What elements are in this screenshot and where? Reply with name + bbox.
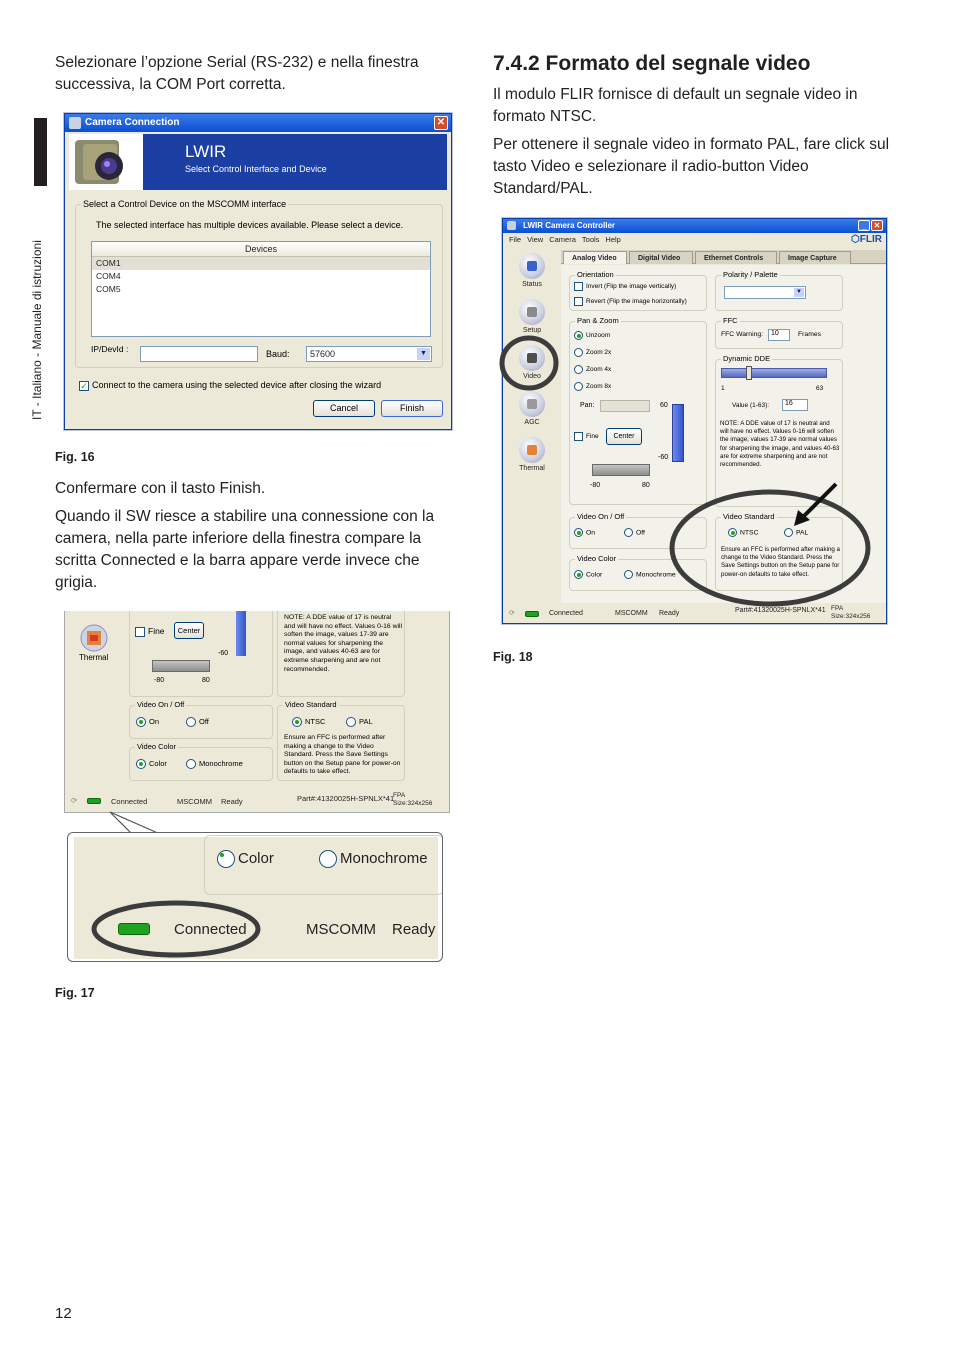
color-radio[interactable]	[136, 759, 146, 769]
video-onoff-title: Video On / Off	[137, 700, 185, 709]
palette-select[interactable]	[724, 286, 806, 299]
camera-connection-dialog	[64, 113, 452, 430]
color-row[interactable]	[574, 570, 602, 579]
section-heading: 7.4.2 Formato del segnale video	[493, 52, 811, 75]
unzoom-radio[interactable]	[574, 331, 583, 340]
video-on-row[interactable]	[136, 717, 159, 727]
connection-led	[87, 798, 101, 804]
zoom-mono-label: Monochrome	[340, 850, 428, 867]
status-part: Part#:41320025H-SPNLX*41	[735, 607, 826, 614]
vertical-slider[interactable]	[672, 404, 684, 462]
tab-digital-video[interactable]: Digital Video	[629, 251, 693, 264]
ffc-groupbox	[715, 316, 843, 349]
video-off-row[interactable]	[624, 528, 645, 537]
status-icon	[519, 253, 545, 279]
video-standard-title: Video Standard	[285, 700, 337, 709]
ntsc-label: NTSC	[740, 529, 759, 537]
device-message: The selected interface has multiple devices available. Please select a device.	[96, 220, 404, 230]
status-size: Size:324x256	[393, 800, 433, 807]
tab-ethernet-controls[interactable]: Ethernet Controls	[695, 251, 777, 264]
polarity-title: Polarity / Palette	[723, 270, 778, 279]
horizontal-slider[interactable]	[592, 464, 650, 476]
val-60: -60	[218, 650, 229, 657]
color-label: Color	[149, 759, 167, 768]
thermal-icon	[79, 623, 109, 653]
dde-value-input[interactable]: 16	[782, 399, 808, 411]
zoom4-label: Zoom 4x	[586, 366, 612, 374]
zoom8-radio[interactable]	[574, 382, 583, 391]
zoom-mono-radio[interactable]	[319, 850, 337, 868]
revert-label: Revert (Flip the image horizontally)	[586, 298, 687, 306]
ipdevid-input[interactable]	[140, 346, 258, 362]
video-on-radio[interactable]	[574, 528, 583, 537]
mono-radio[interactable]	[186, 759, 196, 769]
fig18-caption: Fig. 18	[493, 650, 533, 664]
ipdevid-label: IP/DevId :	[91, 344, 129, 354]
page-number: 12	[55, 1305, 72, 1322]
status-mscomm: MSCOMM	[615, 610, 648, 617]
pal-row[interactable]	[346, 717, 373, 727]
status-fpa: FPA	[831, 605, 844, 612]
zoom-mscomm: MSCOMM	[306, 921, 376, 938]
connected-highlight-circle	[90, 898, 265, 960]
mono-row[interactable]	[186, 759, 243, 769]
sidebar-label-setup: Setup	[522, 327, 542, 334]
zoom4-row[interactable]	[574, 365, 611, 374]
standard-note: Ensure an FFC is performed after making a change to the Video Standard. Press the Save Settings button on the Setup pane for power-on defaults to take effect.	[721, 546, 840, 578]
sidebar-item-setup[interactable]	[507, 297, 557, 339]
menu-bar	[503, 233, 886, 247]
video-color-groupbox	[129, 742, 273, 781]
val-60-top: 60	[660, 402, 668, 409]
menu-view[interactable]: View	[527, 235, 544, 244]
status-size: Size:324x256	[831, 613, 871, 620]
video-on-label: On	[586, 529, 596, 537]
val-80-min: -80	[590, 482, 601, 489]
cancel-button[interactable]: Cancel	[313, 400, 375, 417]
ntsc-row[interactable]	[292, 717, 325, 727]
setup-icon	[519, 299, 545, 325]
color-row[interactable]	[136, 759, 167, 769]
device-row-com4[interactable]: COM4	[96, 271, 121, 281]
status-part: Part#:41320025H-SPNLX*41	[297, 794, 395, 803]
zoom-color-radio[interactable]	[217, 850, 235, 868]
mono-label: Monochrome	[199, 759, 243, 768]
right-paragraph-2: Per ottenere il segnale video in formato PAL, fare click sul tasto Video e selezionare il radio-button Video Standard/PAL.	[493, 136, 890, 197]
confirm-paragraph: Confermare con il tasto Finish.	[55, 480, 266, 497]
pan-field[interactable]	[600, 400, 650, 412]
video-on-row[interactable]	[574, 528, 595, 537]
revert-row[interactable]	[574, 297, 687, 306]
dialog-titlebar	[65, 114, 451, 132]
baud-label: Baud:	[266, 349, 290, 359]
dde-slider[interactable]	[721, 368, 827, 378]
minimize-button[interactable]: _	[858, 220, 870, 231]
sidebar-label-video: Video	[523, 373, 541, 380]
flir-logo-text: FLIR	[859, 234, 882, 245]
orientation-title: Orientation	[577, 270, 614, 279]
fine-label: Fine	[586, 433, 599, 441]
zoom8-label: Zoom 8x	[586, 383, 612, 391]
zoom2-label: Zoom 2x	[586, 349, 612, 357]
mono-label: Monochrome	[636, 571, 676, 579]
val-80-max: 80	[642, 482, 650, 489]
standard-note: Ensure an FFC is performed after making a change to the Video Standard. Press the Save Settings button on the Setup pane for power-on defaults to take effect.	[284, 734, 401, 776]
tab-bar	[561, 250, 886, 264]
fig17-caption: Fig. 17	[55, 986, 95, 1000]
video-standard-highlight	[668, 478, 878, 608]
controller-title: LWIR Camera Controller	[523, 221, 616, 230]
menu-help[interactable]: Help	[605, 235, 621, 244]
unzoom-row[interactable]	[574, 331, 610, 340]
video-color-title: Video Color	[137, 742, 177, 751]
status-fpa: FPA	[393, 792, 406, 799]
agc-icon-glyph	[527, 399, 537, 409]
dialog-title: Camera Connection	[85, 117, 180, 128]
thermal-label: Thermal	[79, 653, 109, 662]
orientation-groupbox	[569, 270, 707, 311]
connection-led	[525, 611, 539, 617]
zoom4-radio[interactable]	[574, 365, 583, 374]
pal-label: PAL	[796, 529, 809, 537]
intro-paragraph: Selezionare l’opzione Serial (RS-232) e nella finestra successiva, la COM Port corretta.	[55, 54, 419, 93]
agc-icon	[519, 391, 545, 417]
zoom-color-label: Color	[238, 850, 274, 867]
controller-titlebar	[503, 219, 886, 233]
side-tab-marker	[34, 118, 47, 186]
status-connected: Connected	[549, 610, 583, 617]
dde-max: 63	[816, 385, 824, 392]
fine-checkbox[interactable]	[135, 627, 145, 637]
ffc-warning-input[interactable]: 10	[768, 329, 790, 341]
menu-camera[interactable]: Camera	[549, 235, 576, 244]
zoom-color-row[interactable]	[217, 850, 274, 868]
close-button[interactable]: ✕	[871, 220, 883, 231]
thermal-icon-glyph	[527, 445, 537, 455]
video-button-highlight-circle	[498, 334, 562, 392]
invert-checkbox[interactable]	[574, 282, 583, 291]
horizontal-slider[interactable]	[152, 660, 210, 672]
zoom-connected: Connected	[174, 921, 247, 938]
zoom-color-groupbox	[204, 835, 443, 895]
camera-icon	[69, 134, 141, 190]
sidebar-label-status: Status	[522, 281, 542, 288]
zoom2-row[interactable]	[574, 348, 611, 357]
video-color-title: Video Color	[577, 554, 617, 563]
tab-analog-video[interactable]: Analog Video	[563, 251, 627, 264]
video-standard-groupbox	[277, 700, 405, 781]
panzoom-groupbox	[129, 611, 273, 697]
video-off-radio[interactable]	[624, 528, 633, 537]
tab-image-capture[interactable]: Image Capture	[779, 251, 851, 264]
devices-list[interactable]	[91, 241, 431, 337]
fine-row[interactable]	[574, 432, 599, 441]
menu-tools[interactable]: Tools	[581, 235, 600, 244]
connect-checkbox-label: Connect to the camera using the selected device after closing the wizard	[92, 380, 382, 390]
zoom8-row[interactable]	[574, 382, 611, 391]
frames-label: Frames	[798, 331, 822, 338]
video-off-row[interactable]	[186, 717, 209, 727]
mono-radio[interactable]	[624, 570, 633, 579]
ffc-warning-label: FFC Warning:	[721, 331, 764, 338]
video-onoff-title: Video On / Off	[577, 512, 625, 521]
fine-row[interactable]	[135, 626, 165, 637]
setup-icon-glyph	[527, 307, 537, 317]
dde-note: NOTE: A DDE value of 17 is neutral and will have no effect. Values 0-16 will soften the image, values 17-39 are normal values for sharpening the image, and values 40-63 are for extreme sharpening and are not recommended.	[720, 420, 840, 469]
groupbox-title: Select a Control Device on the MSCOMM interface	[83, 199, 287, 209]
revert-checkbox[interactable]	[574, 297, 583, 306]
ntsc-label: NTSC	[305, 717, 326, 726]
right-paragraph-1: Il modulo FLIR fornisce di default un segnale video in formato NTSC.	[493, 86, 858, 125]
baud-select[interactable]	[306, 346, 432, 362]
thermal-icon	[519, 437, 545, 463]
banner-subtitle: Select Control Interface and Device	[185, 164, 327, 174]
ffc-title: FFC	[723, 316, 738, 325]
status-icon-glyph	[527, 261, 537, 271]
close-button[interactable]: ✕	[434, 116, 448, 130]
panzoom-title: Pan & Zoom	[577, 316, 619, 325]
devices-rows	[92, 257, 430, 296]
video-off-radio[interactable]	[186, 717, 196, 727]
ntsc-radio[interactable]	[292, 717, 302, 727]
dde-note: NOTE: A DDE value of 17 is neutral and will have no effect. Values 0-16 will soften the image, values 17-39 are normal values for sharpening the image, and values 40-63 are for extreme sharpening and are not recommended.	[284, 614, 403, 673]
status-mscomm: MSCOMM	[177, 797, 212, 806]
menu-file[interactable]: File	[509, 235, 522, 244]
zoom2-radio[interactable]	[574, 348, 583, 357]
video-off-label: Off	[199, 717, 209, 726]
refresh-icon: ⟳	[509, 610, 515, 617]
chevron-down-icon[interactable]: ▼	[794, 288, 804, 297]
banner-title: LWIR	[185, 142, 227, 161]
fig16-caption: Fig. 16	[55, 450, 95, 464]
pal-label: PAL	[359, 717, 373, 726]
flir-logo: ⬡FLIR	[851, 234, 882, 245]
vertical-slider[interactable]	[236, 611, 246, 656]
unzoom-label: Unzoom	[586, 332, 611, 340]
devices-header[interactable]: Devices	[92, 242, 430, 257]
refresh-icon: ⟳	[71, 796, 78, 805]
chevron-down-icon[interactable]: ▼	[417, 348, 430, 360]
pan-label: Pan:	[580, 402, 595, 409]
device-groupbox	[75, 199, 443, 368]
sidebar-item-thermal[interactable]	[507, 435, 557, 477]
zoom-ready: Ready	[392, 921, 436, 938]
connected-paragraph: Quando il SW riesce a stabilire una connessione con la camera, nella parte inferiore della finestra compare la scritta Connected e la barra appare verde invece che grigia.	[55, 508, 435, 591]
sidebar-label-agc: AGC	[524, 419, 540, 426]
dde-title: Dynamic DDE	[723, 354, 771, 363]
sidebar-item-status[interactable]	[507, 251, 557, 293]
video-onoff-groupbox	[129, 700, 273, 739]
camera-app-icon	[69, 117, 81, 129]
side-label: IT - Italiano - Manuale di istruzioni	[30, 240, 44, 420]
val-80-max: 80	[202, 677, 210, 684]
invert-label: Invert (Flip the image vertically)	[586, 283, 677, 291]
video-on-radio[interactable]	[136, 717, 146, 727]
video-off-label: Off	[636, 529, 645, 537]
dde-value-label: Value (1-63):	[732, 402, 770, 409]
banner-blue	[143, 134, 447, 190]
val-80-min: -80	[154, 677, 165, 684]
device-row-com1[interactable]: COM1	[92, 257, 430, 270]
color-radio[interactable]	[574, 570, 583, 579]
connect-checkbox[interactable]	[79, 381, 89, 391]
zoom-mono-row[interactable]	[319, 850, 428, 868]
center-button[interactable]: Center	[174, 622, 204, 639]
finish-button[interactable]: Finish	[381, 400, 443, 417]
fig17-crop	[64, 611, 450, 813]
dde-groupbox	[277, 611, 405, 697]
invert-row[interactable]	[574, 282, 676, 291]
fine-label: Fine	[148, 626, 165, 636]
dde-slider-thumb[interactable]	[746, 366, 752, 380]
center-button[interactable]: Center	[606, 428, 642, 445]
status-ready: Ready	[221, 797, 243, 806]
fine-checkbox[interactable]	[574, 432, 583, 441]
video-standard-title: Video Standard	[723, 512, 775, 521]
val-60-bottom: -60	[658, 454, 669, 461]
status-ready: Ready	[659, 610, 680, 617]
app-icon	[507, 221, 516, 230]
dialog-banner	[69, 134, 447, 190]
pal-radio[interactable]	[346, 717, 356, 727]
sidebar-item-agc[interactable]	[507, 389, 557, 431]
connect-checkbox-row[interactable]	[79, 380, 381, 391]
color-label: Color	[586, 571, 603, 579]
sidebar-label-thermal: Thermal	[519, 465, 545, 472]
polarity-groupbox	[715, 270, 843, 311]
video-on-label: On	[149, 717, 160, 726]
baud-value: 57600	[310, 349, 336, 359]
dde-min: 1	[721, 385, 725, 392]
device-row-com5[interactable]: COM5	[96, 284, 121, 294]
status-connected: Connected	[111, 797, 148, 806]
